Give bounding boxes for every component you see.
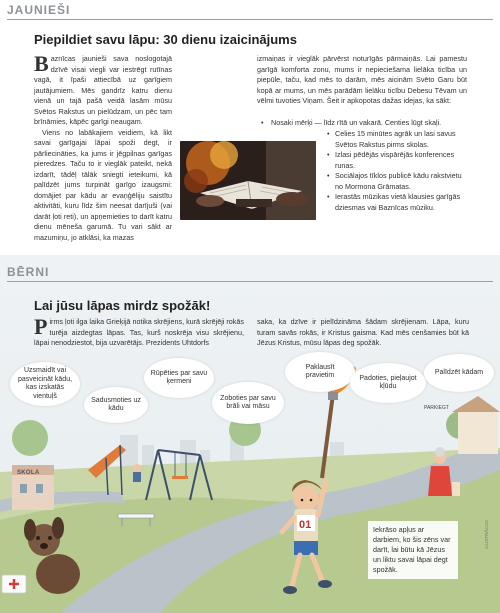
illustration-credit: ILUSTRĀCIJA <box>484 520 489 549</box>
kids-article-title: Lai jūsu lāpas mirdz spožāk! <box>34 298 211 313</box>
kids-paragraph-2: saka, ka dzīve ir pielīdzināma šādam skrējienam. Lāpa, kuru turam savās rokās, ir Kristus gaisma. Kad mēs cenšamies būt kā Jēzus Kristus, mūsu lāpas deg spožāk. <box>257 317 469 347</box>
park-sign: PARKIEGT <box>424 405 449 411</box>
bib-number: 01 <box>299 519 312 531</box>
kids-dropcap: P <box>34 314 48 339</box>
activity-bubble-6: Padoties, pieļaujot kļūdu <box>350 363 426 403</box>
activity-bubble-4: Zoboties par savu brāli vai māsu <box>212 382 284 424</box>
ideas-sublist-item-3: • Sociālajos tīklos publicē kādu rakstvietu no Mormona Grāmatas. <box>326 171 466 192</box>
youth-paragraph-2: Viens no labākajiem veidiem, kā likt savai garīgajai lāpai spoži degt, ir pārliecināties, ka jums ir jēgpilnas garīgas pieredzes. Taču to ir vieglāk pateikt, nekā izdarīt, tādēļ tālāk sniegti ieteikumi, kā palīdzēt jums turpināt garīgo izaugsmi: domājiet par kādu ar evaņģēliju saistītu aktivitāti, kuru līdz šim neesat darījuši (vai darāt ļoti reti), un apņemieties to darīt katru dienu mēneša garumā. Tu vari sākt ar mazumiņu, jo atklāsi, ka mazas <box>34 127 172 242</box>
kids-section-tag: BĒRNI <box>7 265 50 279</box>
activity-bubble-2: Sadusmoties uz kādu <box>84 387 148 423</box>
youth-section-tag: JAUNIEŠI <box>7 3 71 17</box>
ideas-sublist-item-2: • Izlasi pēdējās vispārējās konferences runas. <box>326 150 466 171</box>
youth-dropcap: B <box>34 51 49 76</box>
youth-paragraph-1: aznīcas jaunieši sava noslogotajā dzīvē visai viegli var iestrēgt rutīnas vagā, it īpaši attiecībā uz garīgiem jautājumiem. Mēs gandrīz katru dienu vienā un tajā pašā veidā lasām mūsu Svētos Rakstus un pielūdzam, un pēc tam brīnāmies, kāpēc garīgi neaugam. <box>34 54 172 126</box>
ideas-sublist-item-1: • Celies 15 minūtes agrāk un lasi savus Svētos Rakstus pirms skolas. <box>326 129 466 150</box>
activity-bubble-1: Uzsmaidīt vai pasveicināt kādu, kas izskatās vientuļš <box>10 362 80 406</box>
school-sign: SKOLA <box>17 470 40 476</box>
activity-bubble-7: Palīdzēt kādam <box>424 354 494 392</box>
kids-paragraph-1: irms ļoti ilga laika Grieķijā notika skrējiens, kurā skrējēji rokās turēja aizdegtas lāpas. Tas, kurš noskrēja visu skrējienu, lāpai nenodziestot, bija uzvarētājs. Prezidents Uhtdorfs <box>34 317 244 347</box>
ideas-list-item: • Nosaki mērķi — līdz rītā un vakarā. Centies lūgt skaļi. <box>260 118 466 129</box>
activity-bubble-3: Rūpēties par savu ķermeni <box>144 358 214 398</box>
youth-article-title: Piepildiet savu lāpu: 30 dienu izaicinājums <box>34 32 297 47</box>
activity-bubble-5: Paklausīt pravietim <box>285 352 355 392</box>
coloring-instruction: Iekrāso apļus ar darbiem, ko šis zēns var darīt, lai būtu kā Jēzus un liktu savai lāpai degt spožāk. <box>368 521 458 579</box>
youth-paragraph-3: izmaiņas ir vieglāk pārvērst noturīgās pārmaiņās. Lai pamestu garīgā komforta zonu, mums ir nepieciešama lielāka ticība un piepūle, taču, kad mēs to darām, mēs aicinām Svēto Garu būt kopā ar mums, un mēs parādām lielāku ticību Debesu Tēvam un vēlmi tuvoties Viņam. Šeit ir apkopotas dažas idejas, ka sākt: <box>257 54 467 105</box>
ideas-sublist-item-4: • Ierastās mūzikas vietā klausies garīgās dziesmas vai Baznīcas mūziku. <box>326 192 466 213</box>
